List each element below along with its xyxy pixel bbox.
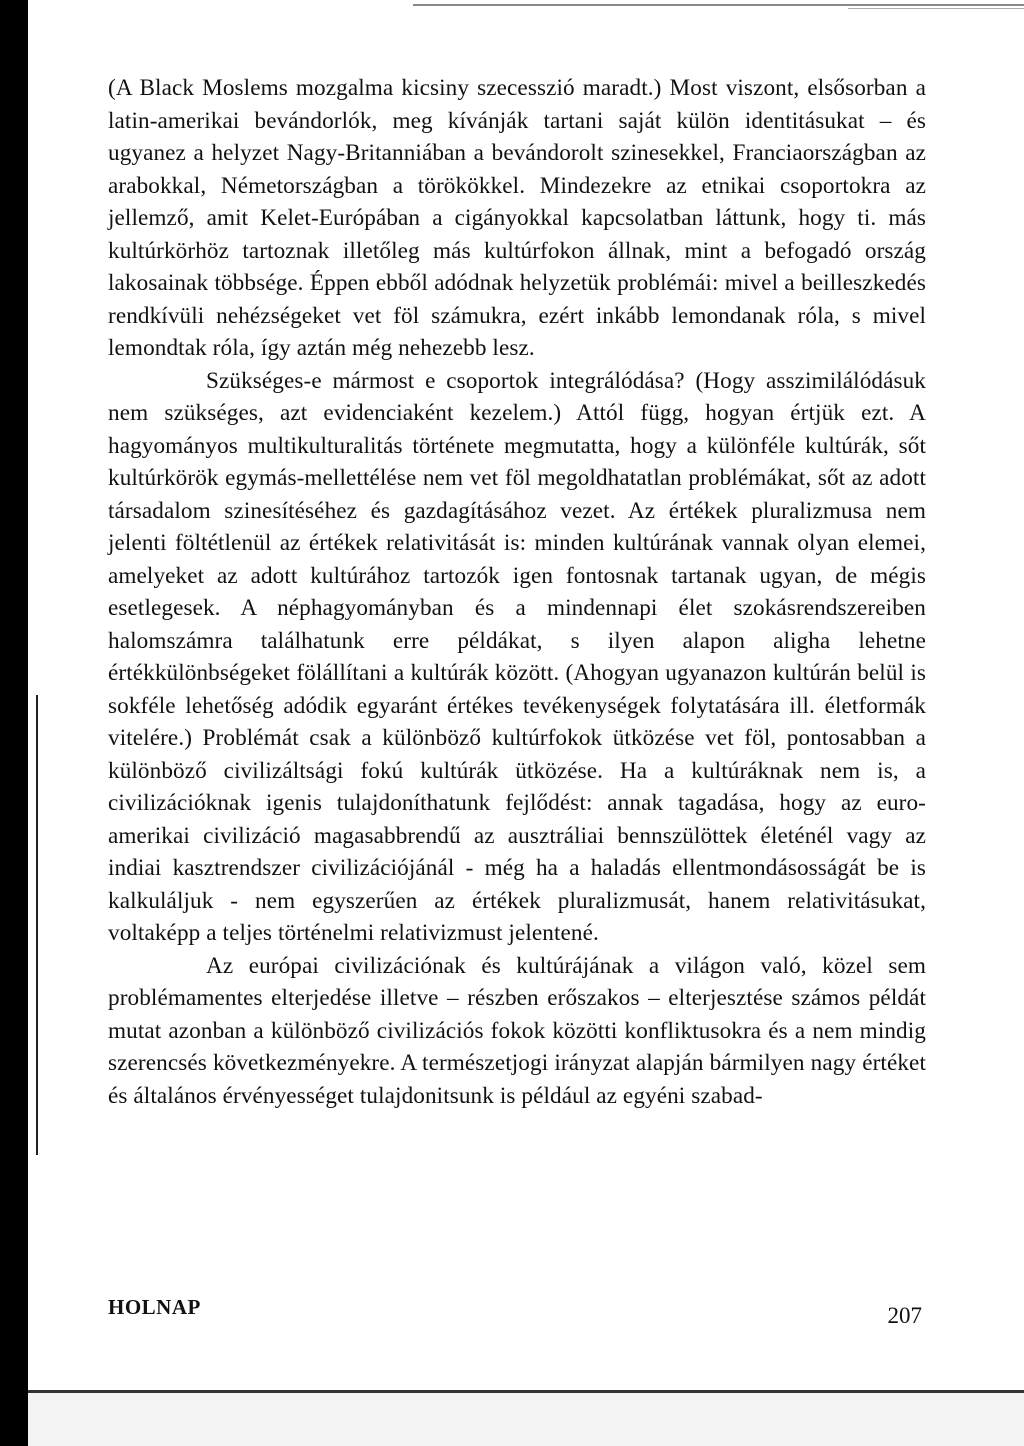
paragraph-1: (A Black Moslems mozgalma kicsiny szecesszió maradt.) Most viszont, elsősorban a latin-amerikai bevándorlók, meg kívánják tartani saját külön identitásukat – és ugyanez a helyzet Nagy-Britanniában a bevándorolt szinesekkel, Franciaországban az arabokkal, Németországban a törökökkel. Mindezekre az etnikai csoportokra az jellemző, amit Kelet-Európában a cigányokkal kapcsolatban láttunk, hogy ti. más kultúrkörhöz tartoznak illetőleg más kultúrfokon állnak, mint a befogadó ország lakosainak többsége. Éppen ebből adódnak helyzetük problémái: mivel a beilleszkedés rendkívüli nehézségeket vet föl számukra, ezért inkább lemondanak róla, s mivel lemondtak róla, így aztán még nehezebb lesz. [108,75,926,361]
journal-name: HOLNAP [108,1295,201,1319]
margin-mark [36,695,38,1155]
top-scan-edge-secondary [848,8,1024,9]
top-scan-edge [413,4,1024,6]
paragraph-2: Szükséges-e mármost e csoportok integrálódása? (Hogy asszimilálódásuk nem szükséges, azt evidenciaként kezelem.) Attól függ, hogyan értjük ezt. A hagyományos multikulturalitás története megmutatta, hogy a különféle kultúrák, sőt kultúrkörök egymás-mellettélése nem vet föl megoldhatatlan problémákat, sőt az adott társadalom szinesítéséhez és gazdagításához vezet. Az értékek pluralizmusa nem jelenti föltétlenül az értékek relativitását is: minden kultúrának vannak olyan elemei, amelyeket az adott kultúrához tartozók igen fontosnak tartanak ugyan, de mégis esetlegesek. A néphagyományban és a mindennapi élet szokásrendszereiben halomszámra találhatunk erre példákat, s ilyen alapon aligha lehetne értékkülönbségeket fölállítani a kultúrák között. (Ahogyan ugyanazon kultúrán belül is sokféle lehetőség adódik egyaránt értékes tevékenységek folytatására ill. életformák vitelére.) Problémát csak a különböző kultúrfokok ütközése vet föl, pontosabban a különböző civilizáltsági fokú kultúrák ütközése. Ha a kultúráknak nem is, a civilizációknak igenis tulajdoníthatunk fejlődést: annak tagadása, hogy az euro-amerikai civilizáció magasabbrendű az ausztráliai bennszülöttek életénél vagy az indiai kasztrendszer civilizációjánál - még ha a haladás ellentmondásosságát be is kalkuláljuk - nem egyszerűen az értékek pluralizmusát, hanem relativitásukat, voltaképp a teljes történelmi relativizmust jelentené. [108,367,926,946]
paragraph-3: Az európai civilizációnak és kultúrájának a világon való, közel sem problémamentes elterjedése illetve – részben erőszakos – elterjesztése számos példát mutat azonban a különböző civilizációs fokok közötti konfliktusokra és a nem mindig szerencsés következményekre. A természetjogi irányzat alapján bármilyen nagy értéket és általános érvényességet tulajdonitsunk is például az egyéni szabad- [108,952,926,1109]
scanned-page [28,0,1024,1446]
bottom-margin [28,1393,1024,1446]
page-number: 207 [887,1303,922,1328]
article-body [108,72,926,1112]
